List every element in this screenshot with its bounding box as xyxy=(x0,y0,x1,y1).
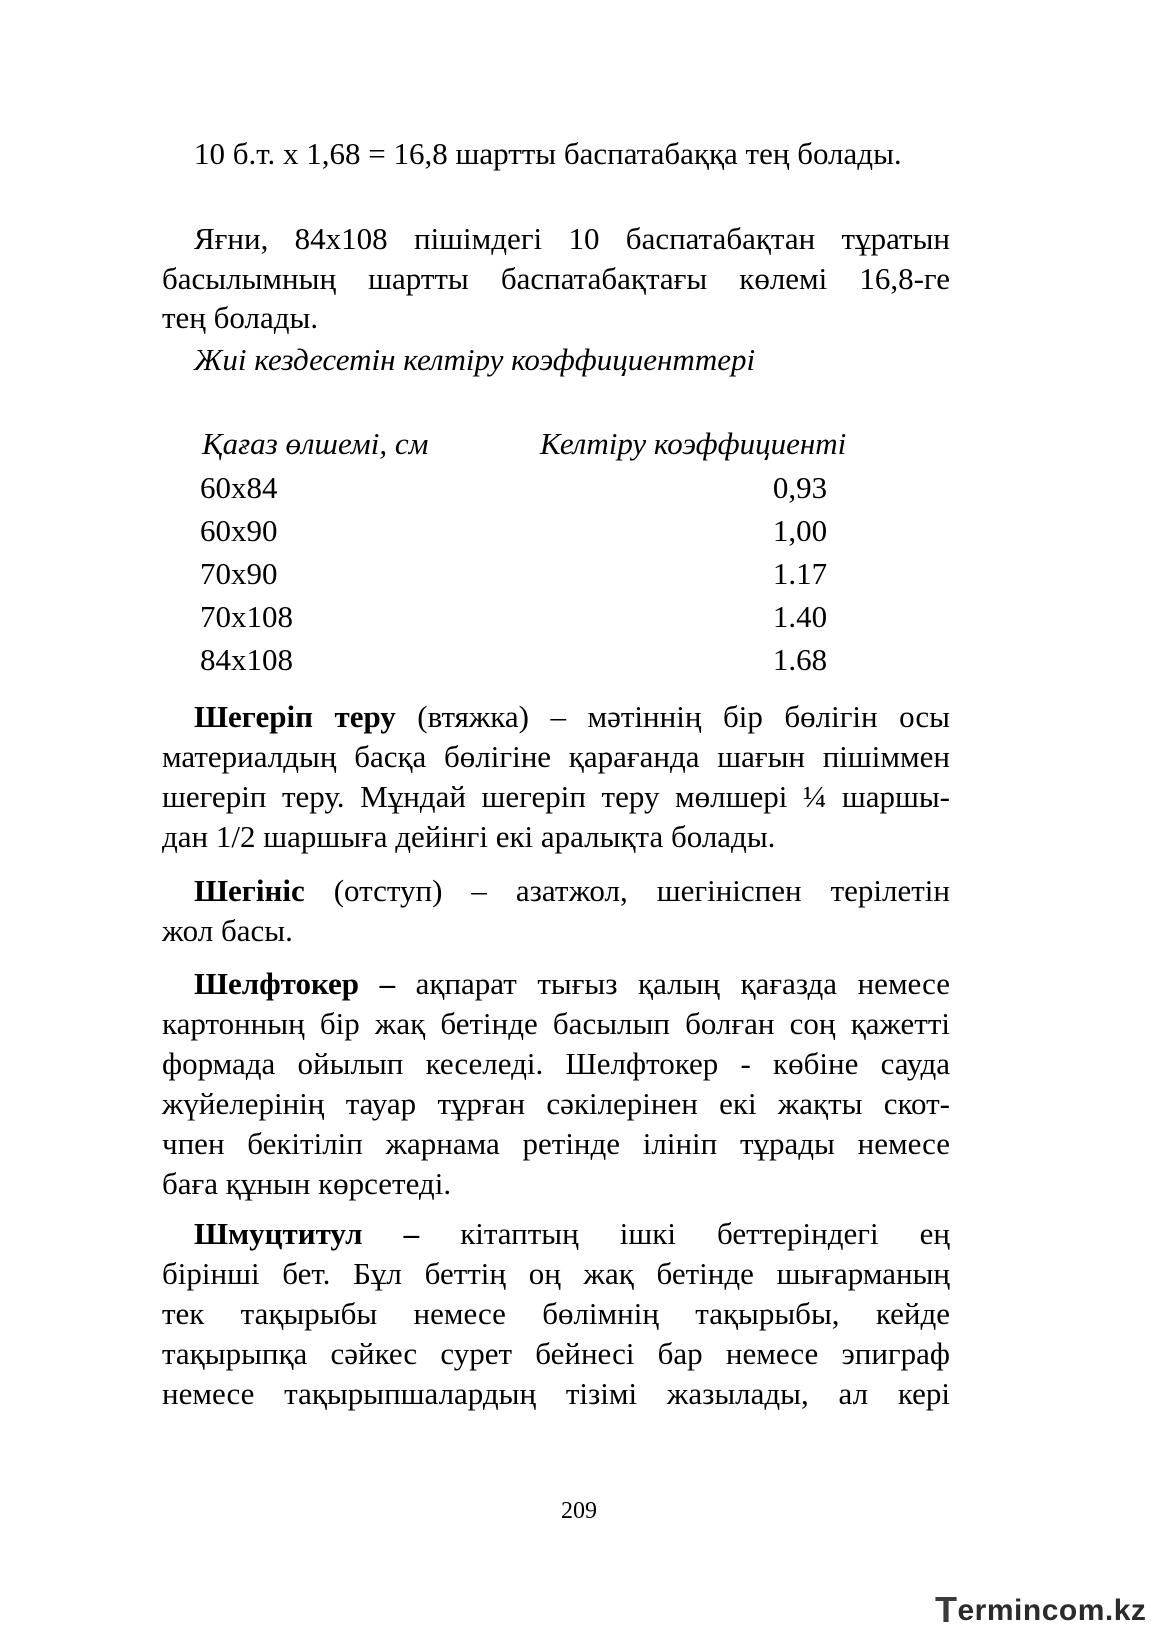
entry-term: Шелфтокер – xyxy=(194,966,396,1001)
entry-line xyxy=(194,696,950,737)
entry-line xyxy=(194,870,950,911)
table-row xyxy=(0,470,1158,510)
entry-line: баға құнын көрсетеді. xyxy=(162,1166,452,1201)
table-header xyxy=(0,426,1158,466)
column-header-coef: Келтіру коэффициенті xyxy=(540,426,847,461)
cell-coef: 1,00 xyxy=(772,513,828,548)
entry-term: Шегеріп теру xyxy=(194,699,396,734)
entry-line xyxy=(194,963,950,1004)
column-header-size: Қағаз өлшемі, см xyxy=(202,426,429,461)
entry-line: материалдың басқа бөлігіне қарағанда шағын пішіммен xyxy=(162,739,950,774)
entry-term: Шегініс xyxy=(194,873,305,908)
logo-text: ermincom.kz xyxy=(957,1594,1147,1627)
entry-text: (втяжка) – мәтіннің бір бөлігін осы xyxy=(395,699,950,734)
entry-term: Шмуцтитул – xyxy=(194,1216,420,1251)
entry-line: тек тақырыбы немесе бөлімнің тақырыбы, кейде xyxy=(162,1296,950,1331)
table-row xyxy=(0,513,1158,553)
entry-line: немесе тақырыпшалардың тізімі жазылады, ал кері xyxy=(162,1376,950,1411)
entry-text: кітаптың ішкі беттеріндегі ең xyxy=(419,1216,950,1251)
cell-coef: 0,93 xyxy=(772,470,828,505)
cell-size: 70х108 xyxy=(200,599,293,634)
entry-line: чпен бекітіліп жарнама ретінде ілініп тұрады немесе xyxy=(162,1126,950,1161)
explanation-line-1: Яғни, 84х108 пішімдегі 10 баспатабақтан тұратын xyxy=(194,221,950,256)
entry-text: ақпарат тығыз қалың қағазда немесе xyxy=(395,966,950,1001)
cell-size: 60х90 xyxy=(200,513,278,548)
termincom-logo xyxy=(935,1587,1146,1629)
entry-line: картонның бір жақ бетінде басылып болған соң қажетті xyxy=(162,1006,950,1041)
entry-line: формада ойылып кеселеді. Шелфтокер - көбіне сауда xyxy=(162,1046,950,1081)
logo-letter-t: T xyxy=(935,1589,958,1630)
table-row xyxy=(0,599,1158,639)
formula-line: 10 б.т. х 1,68 = 16,8 шартты баспатабаққа тең болады. xyxy=(194,136,902,171)
cell-coef: 1.40 xyxy=(772,599,828,634)
explanation-line-2: басылымның шартты баспатабақтағы көлемі 16,8-ге xyxy=(162,261,950,296)
cell-size: 84х108 xyxy=(200,642,293,677)
cell-size: 70х90 xyxy=(200,556,278,591)
entry-line: дан 1/2 шаршыға дейінгі екі аралықта болады. xyxy=(162,819,776,854)
entry-text: (отступ) – азатжол, шегініспен терілетін xyxy=(304,873,950,908)
entry-line: жол басы. xyxy=(162,913,293,948)
entry-line: бірінші бет. Бұл беттің оң жақ бетінде шығарманың xyxy=(162,1256,950,1291)
entry-line: тақырыпқа сәйкес сурет бейнесі бар немесе эпиграф xyxy=(162,1336,950,1371)
table-row xyxy=(0,556,1158,596)
cell-coef: 1.68 xyxy=(772,642,828,677)
page-number: 209 xyxy=(561,1498,597,1524)
table-row xyxy=(0,642,1158,682)
cell-coef: 1.17 xyxy=(772,556,828,591)
table-title: Жиі кездесетін келтіру коэффициенттері xyxy=(194,342,756,377)
entry-line: шегеріп теру. Мұндай шегеріп теру мөлшері ¼ шаршы- xyxy=(162,779,950,814)
cell-size: 60х84 xyxy=(200,470,278,505)
explanation-line-3: тең болады. xyxy=(162,300,319,335)
entry-line xyxy=(194,1213,950,1254)
entry-line: жүйелерінің тауар тұрған сәкілерінен екі жақты скот- xyxy=(162,1086,950,1121)
